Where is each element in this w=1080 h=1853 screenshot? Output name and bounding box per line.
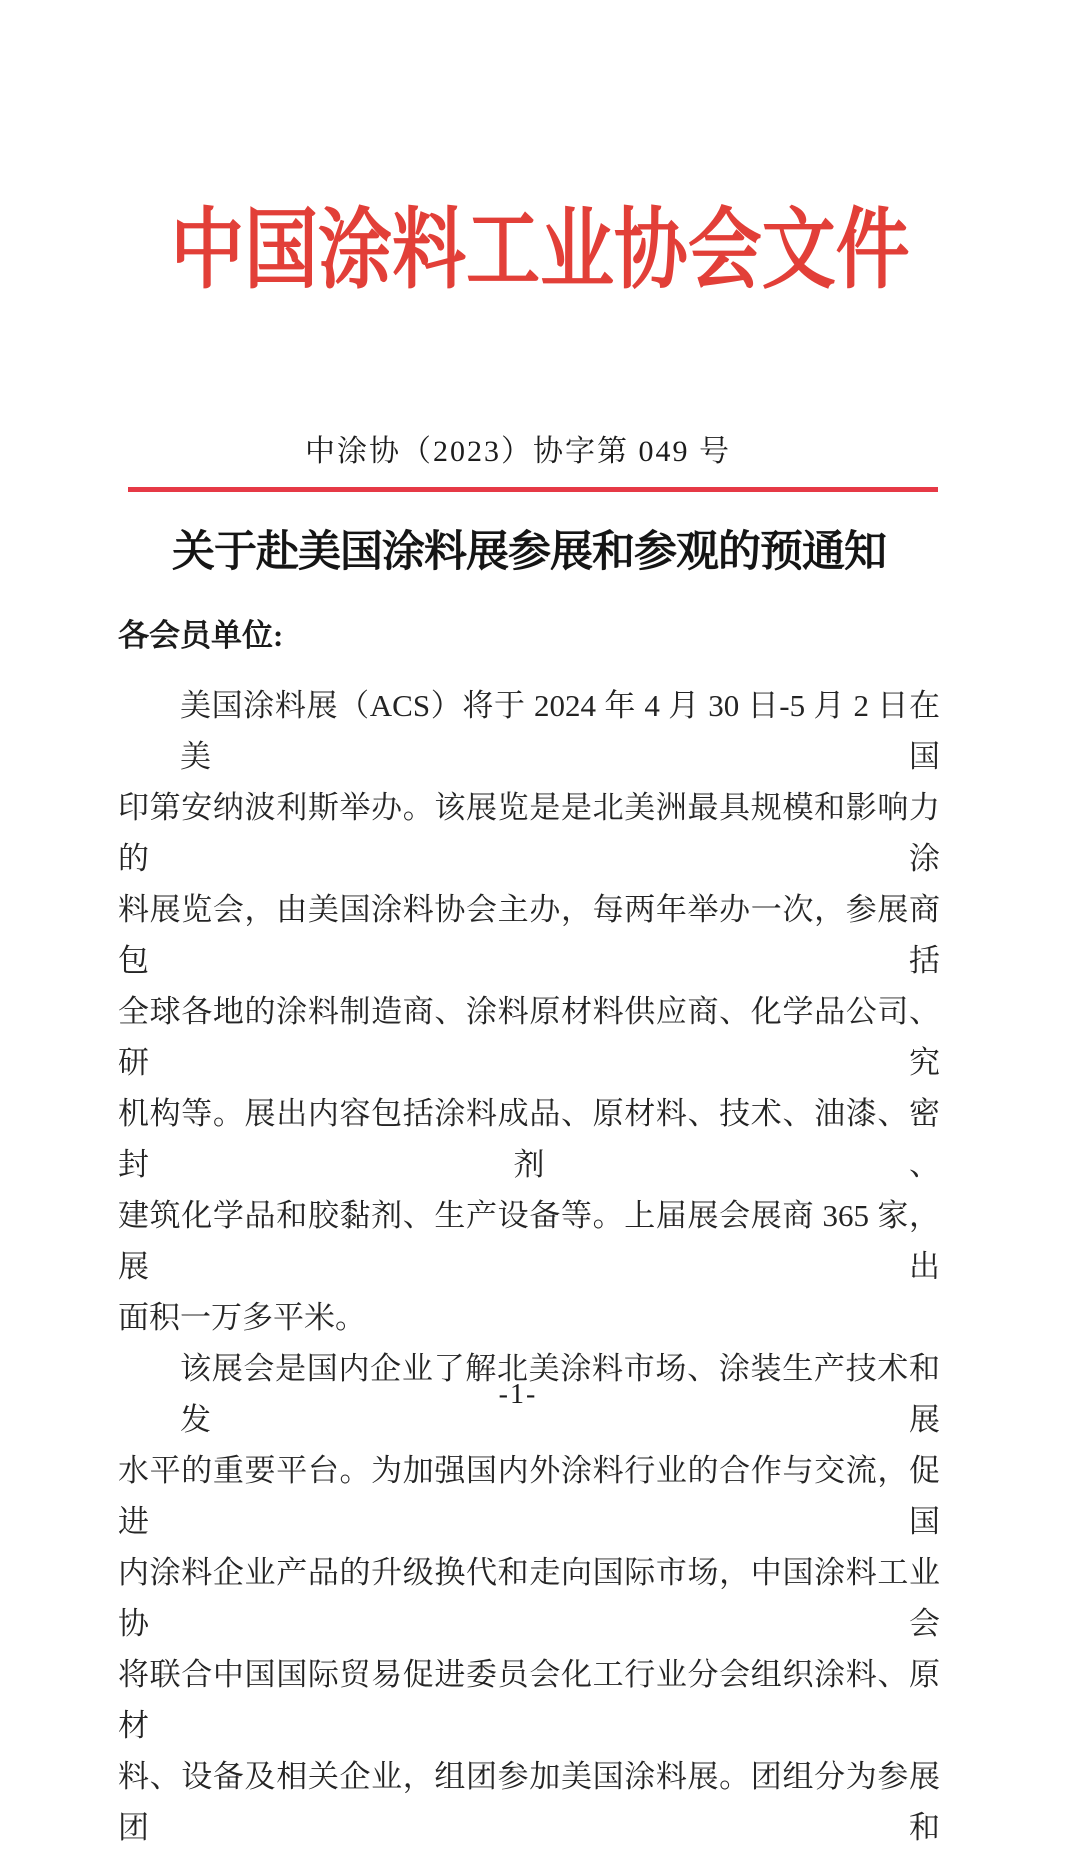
body-line: 该展会是国内企业了解北美涂料市场、涂装生产技术和发展 — [180, 1351, 940, 1437]
body-line: 水平的重要平台。为加强国内外涂料行业的合作与交流，促进国 — [118, 1453, 940, 1539]
body-line: 美国涂料展（ACS）将于 2024 年 4 月 30 日-5 月 2 日在美国 — [180, 688, 940, 774]
body-line: 料、设备及相关企业，组团参加美国涂料展。团组分为参展团和 — [118, 1759, 940, 1845]
body-line: 将联合中国国际贸易促进委员会化工行业分会组织涂料、原材 — [118, 1657, 940, 1743]
body-line: 印第安纳波利斯举办。该展览是是北美洲最具规模和影响力的涂 — [118, 790, 940, 876]
body-line: 机构等。展出内容包括涂料成品、原材料、技术、油漆、密封剂、 — [118, 1096, 940, 1182]
body-line: 全球各地的涂料制造商、涂料原材料供应商、化学品公司、研究 — [118, 994, 940, 1080]
body-line: 面积一万多平米。 — [118, 1300, 366, 1335]
body-line: 料展览会，由美国涂料协会主办，每两年举办一次，参展商包括 — [118, 892, 940, 978]
letterhead-title: 中国涂料工业协会文件 — [170, 203, 910, 300]
document-title: 关于赴美国涂料展参展和参观的预通知 — [172, 529, 886, 576]
body-line: 内涂料企业产品的升级换代和走向国际市场，中国涂料工业协会 — [118, 1555, 940, 1641]
body-line: 建筑化学品和胶黏剂、生产设备等。上届展会展商 365 家，展出 — [118, 1198, 940, 1284]
document-number: 中涂协（2023）协字第 049 号 — [305, 435, 731, 468]
page-number: -1- — [498, 1379, 538, 1410]
salutation: 各会员单位: — [118, 618, 284, 653]
document-body — [118, 680, 940, 1853]
red-divider-rule — [128, 487, 938, 492]
